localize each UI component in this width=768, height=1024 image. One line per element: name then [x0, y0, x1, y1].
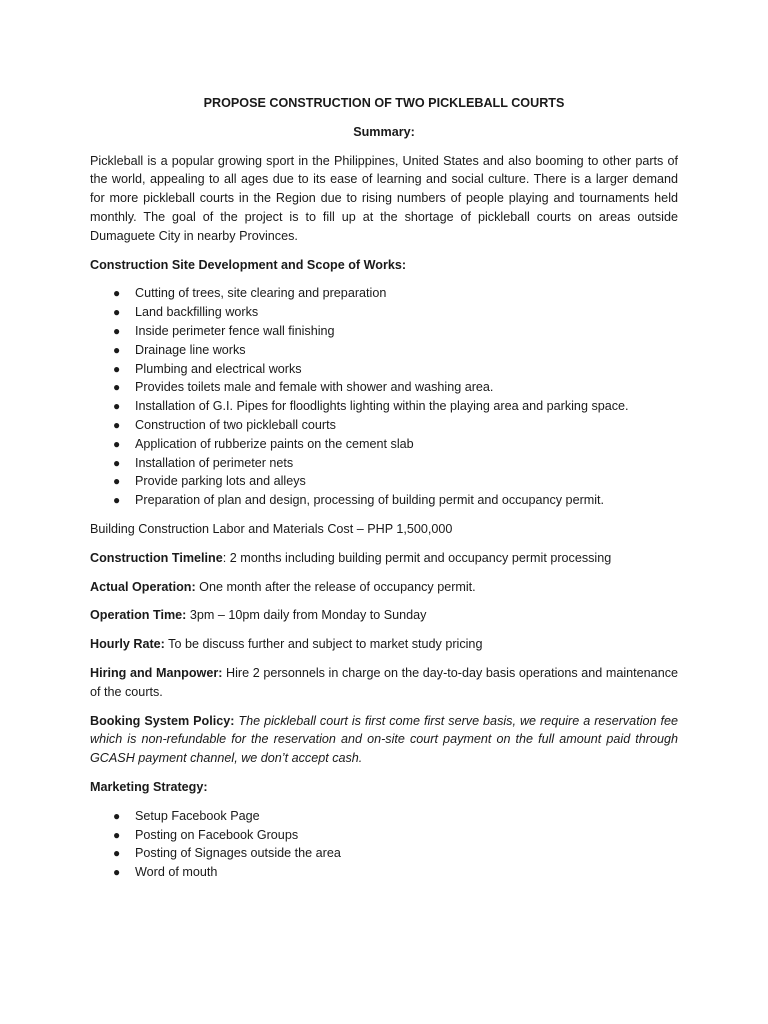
- actual-operation-value: One month after the release of occupancy permit.: [195, 579, 476, 594]
- list-item-text: Installation of G.I. Pipes for floodlights lighting within the playing area and parking space.: [135, 399, 629, 414]
- timeline-value: : 2 months including building permit and occupancy permit processing: [222, 550, 612, 565]
- list-item-text: Land backfilling works: [135, 305, 259, 320]
- list-item-text: Cutting of trees, site clearing and preparation: [135, 286, 387, 301]
- list-item: [113, 322, 678, 341]
- list-item-text: Provides toilets male and female with shower and washing area.: [135, 380, 494, 395]
- timeline-line: [90, 549, 678, 568]
- hiring-label: Hiring and Manpower:: [90, 665, 223, 680]
- bullet-icon: ●: [113, 865, 121, 880]
- list-item-text: Preparation of plan and design, processing of building permit and occupancy permit.: [135, 493, 605, 508]
- list-item: [113, 435, 678, 454]
- summary-heading: Summary:: [353, 124, 415, 139]
- bullet-icon: ●: [113, 305, 121, 320]
- summary-paragraph: Pickleball is a popular growing sport in the Philippines, United States and also booming to other parts of the world, appealing to all ages due to its ease of learning and social culture. There is a larger demand for more pickleball courts in the Region due to rising numbers of people playing and tournaments held monthly. The goal of the project is to fill up at the shortage of pickleball courts on areas outside Dumaguete City in nearby Provinces.: [90, 153, 678, 243]
- list-item: [113, 397, 678, 416]
- hourly-rate-label: Hourly Rate:: [90, 637, 165, 652]
- timeline-label: Construction Timeline: [90, 550, 223, 565]
- bullet-icon: ●: [113, 323, 121, 338]
- bullet-icon: ●: [113, 417, 121, 432]
- bullet-icon: ●: [113, 455, 121, 470]
- hiring-value: Hire 2 personnels in charge on the day-to-day basis operations and maintenance of the courts.: [90, 665, 678, 699]
- bullet-icon: ●: [113, 361, 121, 376]
- scope-list: [90, 284, 678, 510]
- list-item: [113, 454, 678, 473]
- list-item: [113, 416, 678, 435]
- operation-time-value: 3pm – 10pm daily from Monday to Sunday: [186, 608, 427, 623]
- operation-time-line: [90, 606, 678, 625]
- bullet-icon: ●: [113, 342, 121, 357]
- list-item: [113, 341, 678, 360]
- booking-policy-value: The pickleball court is first come first serve basis, we require a reservation fee which is non-refundable for the reservation and on-site court payment on the full amount paid through GCASH payment channel, we don’t accept cash.: [90, 713, 678, 766]
- booking-policy-label: Booking System Policy:: [90, 713, 235, 728]
- hiring-line: [90, 664, 678, 702]
- bullet-icon: ●: [113, 808, 121, 823]
- list-item-text: Construction of two pickleball courts: [135, 417, 336, 432]
- list-item: [113, 844, 678, 863]
- list-item: [113, 491, 678, 510]
- list-item-text: Inside perimeter fence wall finishing: [135, 323, 335, 338]
- list-item-text: Drainage line works: [135, 342, 246, 357]
- bullet-icon: ●: [113, 474, 121, 489]
- list-item-text: Plumbing and electrical works: [135, 361, 302, 376]
- document-title: PROPOSE CONSTRUCTION OF TWO PICKLEBALL COURTS: [203, 96, 565, 110]
- list-item: [113, 303, 678, 322]
- hourly-rate-line: [90, 635, 678, 654]
- actual-operation-line: [90, 578, 678, 597]
- cost-line: Building Construction Labor and Materials Cost – PHP 1,500,000: [90, 521, 453, 536]
- actual-operation-label: Actual Operation:: [90, 579, 196, 594]
- list-item-text: Posting on Facebook Groups: [135, 827, 299, 842]
- operation-time-label: Operation Time:: [90, 608, 187, 623]
- list-item: [113, 826, 678, 845]
- list-item-text: Provide parking lots and alleys: [135, 474, 306, 489]
- marketing-list: [90, 807, 678, 882]
- scope-heading: Construction Site Development and Scope of Works:: [90, 257, 407, 272]
- bullet-icon: ●: [113, 846, 121, 861]
- list-item-text: Posting of Signages outside the area: [135, 846, 341, 861]
- list-item-text: Installation of perimeter nets: [135, 455, 294, 470]
- bullet-icon: ●: [113, 436, 121, 451]
- bullet-icon: ●: [113, 493, 121, 508]
- list-item-text: Word of mouth: [135, 865, 218, 880]
- list-item-text: Application of rubberize paints on the cement slab: [135, 436, 414, 451]
- list-item-text: Setup Facebook Page: [135, 808, 260, 823]
- list-item: [113, 863, 678, 882]
- booking-policy-line: [90, 712, 678, 768]
- bullet-icon: ●: [113, 399, 121, 414]
- hourly-rate-value: To be discuss further and subject to market study pricing: [164, 637, 483, 652]
- list-item: [113, 360, 678, 379]
- list-item: [113, 378, 678, 397]
- list-item: [113, 807, 678, 826]
- bullet-icon: ●: [113, 827, 121, 842]
- bullet-icon: ●: [113, 380, 121, 395]
- marketing-heading: Marketing Strategy:: [90, 779, 208, 794]
- list-item: [113, 472, 678, 491]
- list-item: [113, 284, 678, 303]
- bullet-icon: ●: [113, 286, 121, 301]
